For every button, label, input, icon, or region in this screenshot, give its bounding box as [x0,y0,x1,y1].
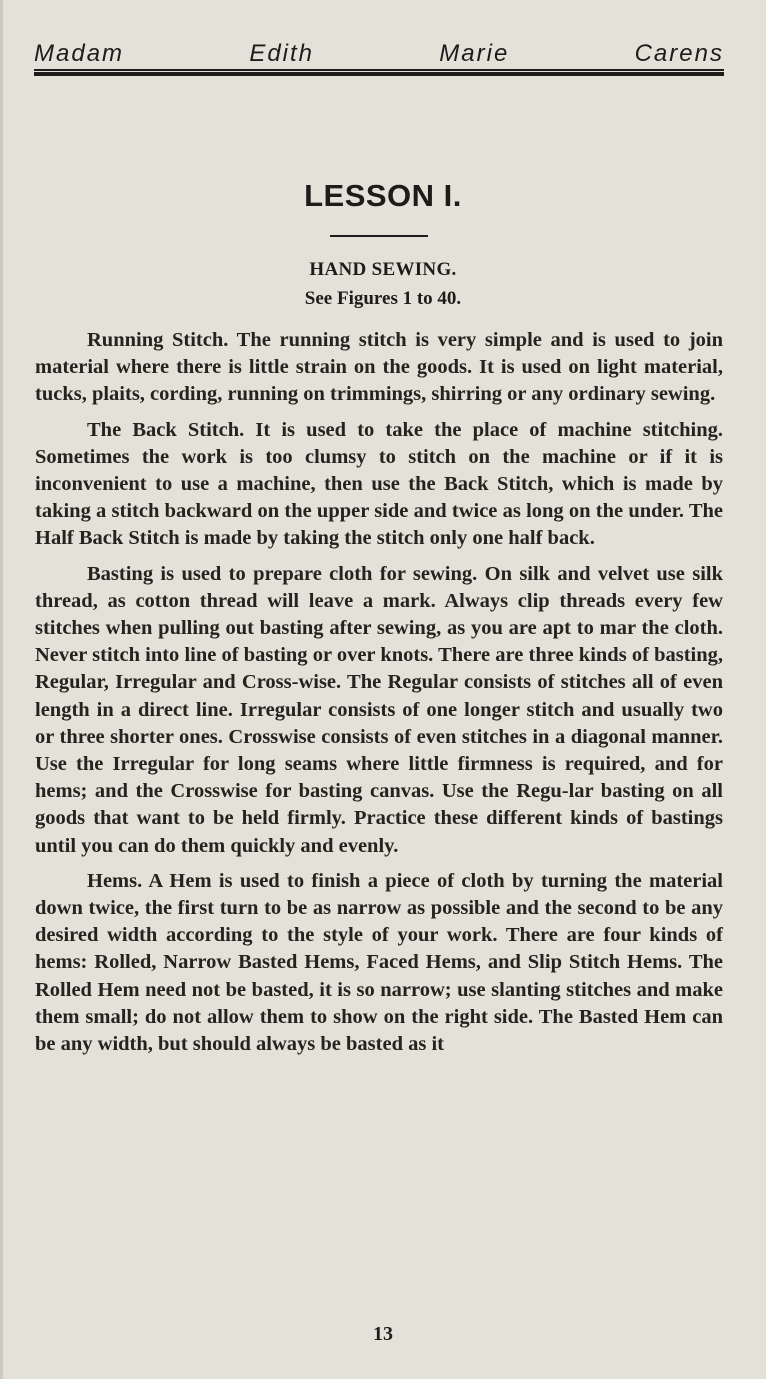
header-word-1: Madam [34,40,125,67]
header-word-2: Edith [249,40,315,67]
lesson-title: LESSON I. [304,178,462,213]
paragraph-running-stitch: Running Stitch. The running stitch is very simple and is used to join material where there is little strain on the goods. It is used on light material, tucks, plaits, cording, running on trimmings, shirring or any ordinary sewing. [35,329,723,406]
header-rule-thick [34,72,724,76]
section-subtitle: See Figures 1 to 40. [304,288,462,309]
running-header [34,40,724,68]
title-divider [330,235,428,237]
header-word-3: Marie [439,40,510,67]
page-number: 13 [373,1323,393,1345]
header-word-4: Carens [634,40,724,67]
header-rule-thin [34,69,724,71]
section-title: HAND SEWING. [309,259,457,280]
paragraph-basting: Basting is used to prepare cloth for sewing. On silk and velvet use silk thread, as cotton thread will leave a mark. Always clip threads every few stitches when pulling out basting after sewing, as you are apt to mar the cloth. Never stitch into line of basting or over knots. There are three kinds of basting, Regular, Irregular and Cross-wise. The Regular consists of stitches all of even length in a direct line. Irregular consists of one longer stitch and usually two or three shorter ones. Crosswise consists of even stitches in a diagonal manner. Use the Irregular for long seams where little firmness is required, and for hems; and the Crosswise for basting canvas. Use the Regu-lar basting on all goods that want to be held firmly. Practice these different kinds of bastings until you can do them quickly and evenly. [35,562,723,857]
body-text [35,327,723,1066]
paragraph-back-stitch: The Back Stitch. It is used to take the place of machine stitching. Sometimes the work is too clumsy to stitch on the machine or if it is inconvenient to use a machine, then use the Back Stitch, which is made by taking a stitch backward on the upper side and twice as long on the under. The Half Back Stitch is made by taking the stitch only one half back. [35,418,723,550]
paragraph-hems: Hems. A Hem is used to finish a piece of cloth by turning the material down twice, the first turn to be as narrow as possible and the second to be any desired width according to the style of your work. There are four kinds of hems: Rolled, Narrow Basted Hems, Faced Hems, and Slip Stitch Hems. The Rolled Hem need not be basted, it is so narrow; use slanting stitches and make them small; do not allow them to show on the right side. The Basted Hem can be any width, but should always be basted as it [35,869,723,1056]
